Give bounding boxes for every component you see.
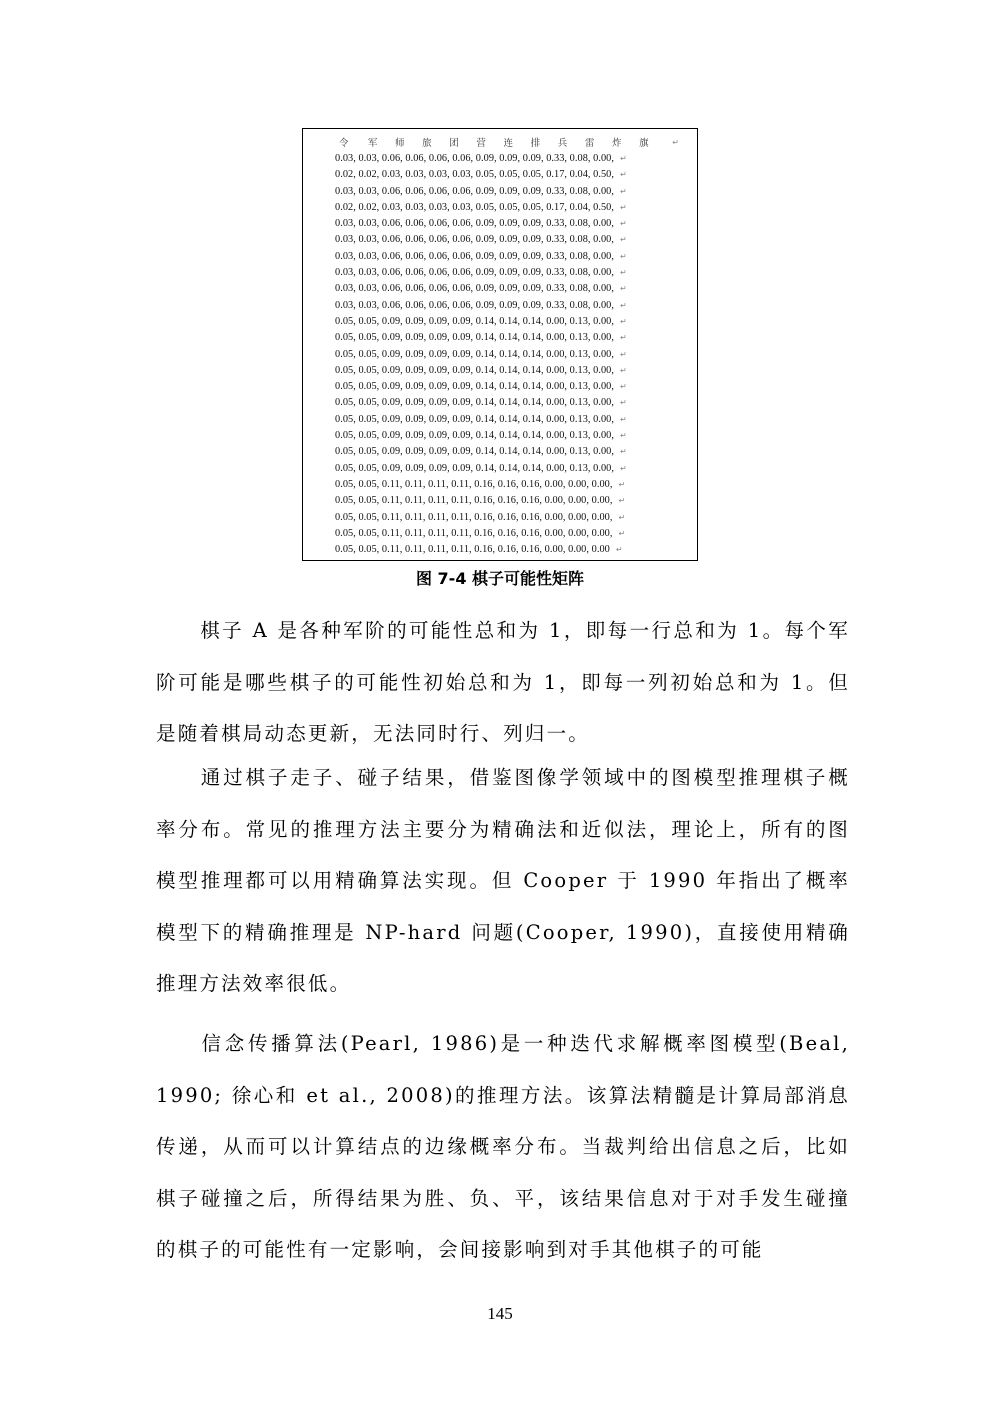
paragraph-mark-icon: ↵ (620, 447, 627, 457)
paragraph-mark-icon: ↵ (620, 365, 627, 375)
paragraph-mark-icon: ↵ (620, 349, 627, 359)
matrix-row-values: 0.03, 0.03, 0.06, 0.06, 0.06, 0.06, 0.09, 0.09, 0.09, 0.33, 0.08, 0.00, (335, 250, 614, 262)
matrix-row-values: 0.03, 0.03, 0.06, 0.06, 0.06, 0.06, 0.09, 0.09, 0.09, 0.33, 0.08, 0.00, (335, 283, 614, 295)
matrix-row-values: 0.05, 0.05, 0.09, 0.09, 0.09, 0.09, 0.14, 0.14, 0.14, 0.00, 0.13, 0.00, (335, 332, 614, 344)
matrix-row (335, 200, 695, 216)
matrix-row (335, 477, 695, 493)
matrix-row (335, 395, 695, 411)
paragraph-3-text: 信念传播算法(Pearl, 1986)是一种迭代求解概率图模型(Beal, 1990; 徐心和 et al., 2008)的推理方法。该算法精髓是计算局部消息传递，从而可以计算结点的边缘概率分布。当裁判给出信息之后，比如棋子碰撞之后，所得结果为胜、负、平，该结果信息对于对手发生碰撞的棋子的可能性有一定影响，会间接影响到对手其他棋子的可能 (156, 1032, 850, 1261)
matrix-row-values: 0.03, 0.03, 0.06, 0.06, 0.06, 0.06, 0.09, 0.09, 0.09, 0.33, 0.08, 0.00, (335, 185, 614, 197)
matrix-row (335, 526, 695, 542)
matrix-header-cell: 旗 (639, 138, 649, 149)
matrix-row (335, 232, 695, 248)
paragraph-mark-icon: ↵ (620, 235, 627, 245)
matrix-row (335, 542, 695, 558)
matrix-row-values: 0.05, 0.05, 0.09, 0.09, 0.09, 0.09, 0.14, 0.14, 0.14, 0.00, 0.13, 0.00, (335, 381, 614, 393)
paragraph-3 (156, 1018, 850, 1276)
matrix-row (335, 347, 695, 363)
matrix-row-values: 0.05, 0.05, 0.11, 0.11, 0.11, 0.11, 0.16, 0.16, 0.16, 0.00, 0.00, 0.00, (335, 527, 613, 539)
matrix-row (335, 167, 695, 183)
matrix-row-values: 0.05, 0.05, 0.11, 0.11, 0.11, 0.11, 0.16, 0.16, 0.16, 0.00, 0.00, 0.00, (335, 511, 613, 523)
matrix-header-cell: 营 (476, 138, 486, 149)
figure-caption: 图 7-4 棋子可能性矩阵 (415, 569, 585, 588)
matrix-row-values: 0.03, 0.03, 0.06, 0.06, 0.06, 0.06, 0.09, 0.09, 0.09, 0.33, 0.08, 0.00, (335, 299, 614, 311)
matrix-row (335, 330, 695, 346)
paragraph-mark-icon: ↵ (620, 251, 627, 261)
matrix-row (335, 249, 695, 265)
matrix-row (335, 493, 695, 509)
matrix-row (335, 428, 695, 444)
matrix-row-values: 0.05, 0.05, 0.09, 0.09, 0.09, 0.09, 0.14, 0.14, 0.14, 0.00, 0.13, 0.00, (335, 364, 614, 376)
matrix-row (335, 281, 695, 297)
matrix-header-cell: 兵 (557, 138, 568, 149)
matrix-row-values: 0.05, 0.05, 0.11, 0.11, 0.11, 0.11, 0.16, 0.16, 0.16, 0.00, 0.00, 0.00, (335, 478, 613, 490)
paragraph-1-text: 棋子 A 是各种军阶的可能性总和为 1，即每一行总和为 1。每个军阶可能是哪些棋子的可能性初始总和为 1，即每一列初始总和为 1。但是随着棋局动态更新，无法同时行、列归一。 (156, 619, 850, 745)
matrix-row (335, 216, 695, 232)
matrix-rows (335, 151, 695, 558)
paragraph-mark-icon: ↵ (620, 170, 627, 180)
matrix-row-values: 0.05, 0.05, 0.09, 0.09, 0.09, 0.09, 0.14, 0.14, 0.14, 0.00, 0.13, 0.00, (335, 413, 614, 425)
paragraph-mark-icon: ↵ (620, 268, 627, 278)
matrix-row (335, 298, 695, 314)
matrix-row (335, 151, 695, 167)
page-number: 145 (487, 1304, 513, 1323)
matrix-row-values: 0.05, 0.05, 0.09, 0.09, 0.09, 0.09, 0.14, 0.14, 0.14, 0.00, 0.13, 0.00, (335, 446, 614, 458)
matrix-row-values: 0.05, 0.05, 0.09, 0.09, 0.09, 0.09, 0.14, 0.14, 0.14, 0.00, 0.13, 0.00, (335, 397, 614, 409)
paragraph-mark-icon: ↵ (620, 202, 627, 212)
matrix-header-cell: 旅 (422, 138, 432, 149)
matrix-row (335, 265, 695, 281)
paragraph-mark-icon: ↵ (618, 496, 626, 506)
matrix-row (335, 314, 695, 330)
matrix-row (335, 363, 695, 379)
paragraph-mark-icon: ↵ (620, 154, 627, 163)
matrix-header-row (339, 133, 679, 151)
matrix-row-values: 0.03, 0.03, 0.06, 0.06, 0.06, 0.06, 0.09, 0.09, 0.09, 0.33, 0.08, 0.00, (335, 153, 614, 164)
matrix-header-cell: 军 (367, 138, 378, 149)
matrix-row-values: 0.02, 0.02, 0.03, 0.03, 0.03, 0.03, 0.05, 0.05, 0.05, 0.17, 0.04, 0.50, (335, 201, 614, 213)
paragraph-mark-icon: ↵ (620, 398, 627, 408)
matrix-row (335, 379, 695, 395)
paragraph-2-text: 通过棋子走子、碰子结果，借鉴图像学领域中的图模型推理棋子概率分布。常见的推理方法主要分为精确法和近似法，理论上，所有的图模型推理都可以用精确算法实现。但 Cooper 于 1990 年指出了概率模型下的精确推理是 NP-hard 问题(Cooper, 1990)，直接使用精确推理方法效率很低。 (156, 766, 850, 995)
matrix-row-values: 0.05, 0.05, 0.11, 0.11, 0.11, 0.11, 0.16, 0.16, 0.16, 0.00, 0.00, 0.00 (335, 544, 610, 556)
matrix-row (335, 461, 695, 477)
paragraph-mark-icon: ↵ (620, 382, 627, 392)
matrix-header-cell: 师 (395, 138, 405, 149)
paragraph-mark-icon: ↵ (620, 431, 627, 441)
matrix-row (335, 184, 695, 200)
matrix-row-values: 0.03, 0.03, 0.06, 0.06, 0.06, 0.06, 0.09, 0.09, 0.09, 0.33, 0.08, 0.00, (335, 267, 614, 279)
matrix-row-values: 0.05, 0.05, 0.09, 0.09, 0.09, 0.09, 0.14, 0.14, 0.14, 0.00, 0.13, 0.00, (335, 430, 614, 442)
matrix-row (335, 510, 695, 526)
paragraph-mark-icon: ↵ (620, 316, 627, 326)
paragraph-mark-icon: ↵ (620, 333, 627, 343)
matrix-row-values: 0.03, 0.03, 0.06, 0.06, 0.06, 0.06, 0.09, 0.09, 0.09, 0.33, 0.08, 0.00, (335, 218, 614, 230)
matrix-row-values: 0.05, 0.05, 0.09, 0.09, 0.09, 0.09, 0.14, 0.14, 0.14, 0.00, 0.13, 0.00, (335, 348, 614, 360)
paragraph-mark-icon: ↵ (615, 545, 623, 555)
paragraph-mark-icon: ↵ (620, 219, 627, 229)
paragraph-mark-icon: ↵ (618, 528, 626, 538)
matrix-row (335, 444, 695, 460)
paragraph-mark-icon: ↵ (620, 300, 627, 310)
matrix-row-values: 0.05, 0.05, 0.09, 0.09, 0.09, 0.09, 0.14, 0.14, 0.14, 0.00, 0.13, 0.00, (335, 315, 614, 327)
paragraph-2 (156, 752, 850, 1010)
paragraph-1 (156, 605, 850, 760)
matrix-row (335, 412, 695, 428)
matrix-row-values: 0.05, 0.05, 0.09, 0.09, 0.09, 0.09, 0.14, 0.14, 0.14, 0.00, 0.13, 0.00, (335, 462, 614, 474)
matrix-row-values: 0.03, 0.03, 0.06, 0.06, 0.06, 0.06, 0.09, 0.09, 0.09, 0.33, 0.08, 0.00, (335, 234, 614, 246)
paragraph-mark-icon: ↵ (620, 414, 627, 424)
matrix-header-cell: 团 (449, 138, 459, 149)
matrix-header-cell: 排 (530, 138, 541, 149)
matrix-header-cell: 炸 (612, 138, 622, 149)
paragraph-mark-icon: ↵ (620, 284, 627, 294)
matrix-header-cell: 雷 (584, 138, 595, 149)
matrix-row-values: 0.02, 0.02, 0.03, 0.03, 0.03, 0.03, 0.05, 0.05, 0.05, 0.17, 0.04, 0.50, (335, 169, 614, 181)
matrix-header-cell: 连 (503, 138, 514, 149)
paragraph-mark-icon: ↵ (672, 137, 679, 147)
matrix-row-values: 0.05, 0.05, 0.11, 0.11, 0.11, 0.11, 0.16, 0.16, 0.16, 0.00, 0.00, 0.00, (335, 495, 613, 507)
paragraph-mark-icon: ↵ (618, 512, 626, 522)
paragraph-mark-icon: ↵ (620, 186, 627, 196)
matrix-header-cell: 令 (339, 138, 349, 149)
paragraph-mark-icon: ↵ (620, 463, 627, 473)
paragraph-mark-icon: ↵ (618, 479, 626, 489)
probability-matrix-figure (302, 128, 698, 561)
